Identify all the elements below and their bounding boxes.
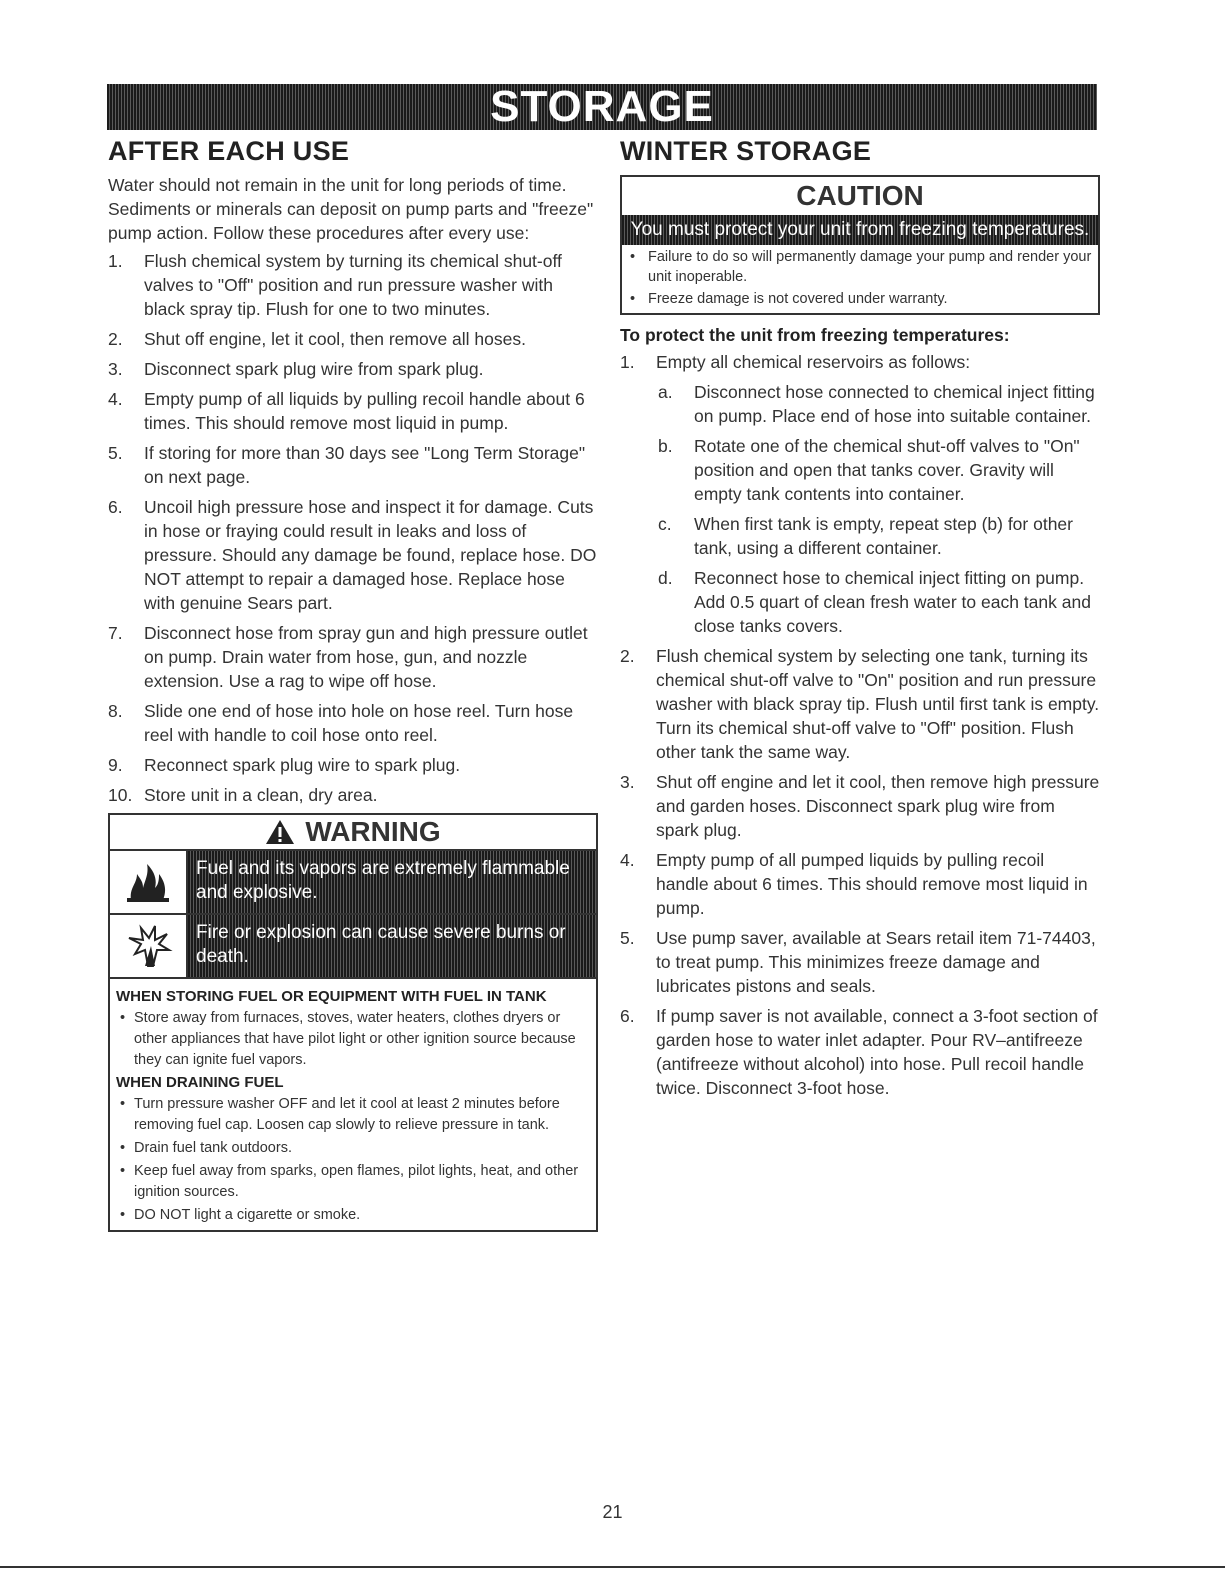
step-letter: b.: [658, 436, 673, 456]
bottom-divider: [0, 1566, 1225, 1568]
list-item: [658, 434, 1100, 506]
list-item: [108, 327, 598, 351]
winter-storage-steps-continued: [620, 644, 1100, 1100]
step-text: Empty pump of all pumped liquids by pulling recoil handle about 6 times. This should remove most liquid in pump.: [656, 850, 1088, 918]
explosion-icon: [110, 915, 188, 977]
step-letter: d.: [658, 568, 673, 588]
step-number: 3.: [620, 772, 635, 792]
step-text: Shut off engine and let it cool, then remove high pressure and garden hoses. Disconnect spark plug wire from spark plug.: [656, 772, 1100, 840]
step-number: 4.: [108, 389, 123, 409]
list-item: • Keep fuel away from sparks, open flames, pilot lights, heat, and other ignition sources.: [116, 1161, 590, 1203]
list-item: [108, 621, 598, 693]
step-text: If pump saver is not available, connect a 3-foot section of garden hose to water inlet adapter. Pour RV–antifreeze (antifreeze without alcohol) into hose. Pull recoil handle twice. Disconnect 3-foot hose.: [656, 1006, 1098, 1098]
list-item: [620, 644, 1100, 764]
step-text: Flush chemical system by turning its chemical shut-off valves to "Off" position and run pressure washer with black spray tip. Flush for one to two minutes.: [144, 251, 562, 319]
caution-title: CAUTION: [796, 180, 924, 211]
step-text: Reconnect spark plug wire to spark plug.: [144, 755, 461, 775]
list-item: • Freeze damage is not covered under warranty.: [622, 287, 1098, 313]
step-text: Empty pump of all liquids by pulling recoil handle about 6 times. This should remove most liquid in pump.: [144, 389, 585, 433]
step-number: 6.: [620, 1006, 635, 1026]
step-number: 4.: [620, 850, 635, 870]
warning-box: [108, 813, 598, 1232]
warning-header: [110, 815, 596, 851]
step-number: 2.: [108, 329, 123, 349]
list-item: [658, 380, 1100, 428]
caution-box: [620, 175, 1100, 315]
list-item: [108, 753, 598, 777]
list-item: [658, 566, 1100, 638]
storage-banner: [107, 84, 1097, 130]
step-text: Disconnect hose from spray gun and high pressure outlet on pump. Drain water from hose, gun, and nozzle extension. Use a rag to wipe off hose.: [144, 623, 588, 691]
step-number: 5.: [620, 928, 635, 948]
caution-strip: You must protect your unit from freezing temperatures.: [622, 215, 1098, 245]
winter-storage-heading: WINTER STORAGE: [620, 136, 872, 166]
list-item: [108, 783, 598, 807]
step-number: 5.: [108, 443, 123, 463]
hazard-text-explosion: Fire or explosion can cause severe burns or death.: [188, 915, 596, 977]
step-number: 2.: [620, 646, 635, 666]
hazard-text-flammable: Fuel and its vapors are extremely flammable and explosive.: [188, 851, 596, 913]
list-item: [108, 495, 598, 615]
flame-icon: [110, 851, 188, 913]
step-number: 1.: [108, 251, 123, 271]
step-text: Disconnect spark plug wire from spark plug.: [144, 359, 484, 379]
storing-fuel-heading: WHEN STORING FUEL OR EQUIPMENT WITH FUEL IN TANK: [116, 988, 547, 1005]
step-number: 8.: [108, 701, 123, 721]
step-text: Shut off engine, let it cool, then remove all hoses.: [144, 329, 526, 349]
after-each-use-intro: Water should not remain in the unit for long periods of time. Sediments or minerals can deposit on pump parts and "freeze" pump action. Follow these procedures after every use:: [108, 175, 594, 243]
list-item: [620, 1004, 1100, 1100]
list-item: • Drain fuel tank outdoors.: [116, 1138, 590, 1159]
hazard-row-fire: [110, 851, 596, 915]
list-item: [108, 441, 598, 489]
after-each-use-steps: [108, 249, 598, 807]
step-number: 1.: [620, 352, 635, 372]
warning-triangle-icon: [265, 819, 295, 845]
step-text: Slide one end of hose into hole on hose reel. Turn hose reel with handle to coil hose onto reel.: [144, 701, 574, 745]
step-text: Reconnect hose to chemical inject fitting on pump. Add 0.5 quart of clean fresh water to each tank and close tanks covers.: [694, 568, 1091, 636]
list-item: • Failure to do so will permanently damage your pump and render your unit inoperable.: [622, 245, 1098, 287]
warning-title: WARNING: [305, 816, 441, 847]
step-text: When first tank is empty, repeat step (b) for other tank, using a different container.: [694, 514, 1073, 558]
step-text: Use pump saver, available at Sears retail item 71-74403, to treat pump. This minimizes freeze damage and lubricates pistons and seals.: [656, 928, 1096, 996]
list-item: [620, 770, 1100, 842]
winter-storage-column: [620, 136, 1100, 1106]
step-text: Disconnect hose connected to chemical inject fitting on pump. Place end of hose into suitable container.: [694, 382, 1095, 426]
step-number: 3.: [108, 359, 123, 379]
draining-fuel-heading: WHEN DRAINING FUEL: [116, 1074, 284, 1091]
list-item: [108, 357, 598, 381]
after-each-use-heading: AFTER EACH USE: [108, 136, 350, 166]
banner-title: STORAGE: [490, 82, 714, 131]
step-text: Flush chemical system by selecting one tank, turning its chemical shut-off valve to "On" position and run pressure washer with black spray tip. Flush until first tank is empty. Turn its chemical shut-off valve to "Off" position. Flush other tank the same way.: [656, 646, 1100, 762]
winter-storage-substeps: [620, 380, 1100, 638]
list-item: [620, 350, 1100, 374]
step-text: Store unit in a clean, dry area.: [144, 785, 378, 805]
step-text: If storing for more than 30 days see "Long Term Storage" on next page.: [144, 443, 586, 487]
protect-heading: To protect the unit from freezing temperatures:: [620, 325, 1010, 345]
step-text: Uncoil high pressure hose and inspect it for damage. Cuts in hose or fraying could result in leaks and loss of pressure. Should any damage be found, replace hose. DO NOT attempt to repair a damaged hose. Replace hose with genuine Sears part.: [144, 497, 597, 613]
step-letter: c.: [658, 514, 672, 534]
list-item: [620, 926, 1100, 998]
step-number: 10.: [108, 785, 133, 805]
list-item: [108, 387, 598, 435]
list-item: [620, 848, 1100, 920]
fuel-instructions: [110, 979, 596, 1230]
list-item: • DO NOT light a cigarette or smoke.: [116, 1205, 590, 1226]
step-text: Rotate one of the chemical shut-off valves to "On" position and open that tanks cover. Gravity will empty tank contents into container.: [694, 436, 1080, 504]
list-item: • Store away from furnaces, stoves, water heaters, clothes dryers or other appliances that have pilot light or other ignition source because they can ignite fuel vapors.: [116, 1008, 590, 1071]
after-each-use-column: [108, 136, 598, 1232]
list-item: [658, 512, 1100, 560]
list-item: [108, 699, 598, 747]
step-letter: a.: [658, 382, 673, 402]
winter-storage-steps: [620, 350, 1100, 374]
step-number: 9.: [108, 755, 123, 775]
list-item: • Turn pressure washer OFF and let it cool at least 2 minutes before removing fuel cap. Loosen cap slowly to relieve pressure in tank.: [116, 1094, 590, 1136]
list-item: [108, 249, 598, 321]
step-number: 6.: [108, 497, 123, 517]
hazard-row-explosion: [110, 915, 596, 979]
step-text: Empty all chemical reservoirs as follows:: [656, 352, 971, 372]
step-number: 7.: [108, 623, 123, 643]
page-number: 21: [602, 1502, 623, 1522]
